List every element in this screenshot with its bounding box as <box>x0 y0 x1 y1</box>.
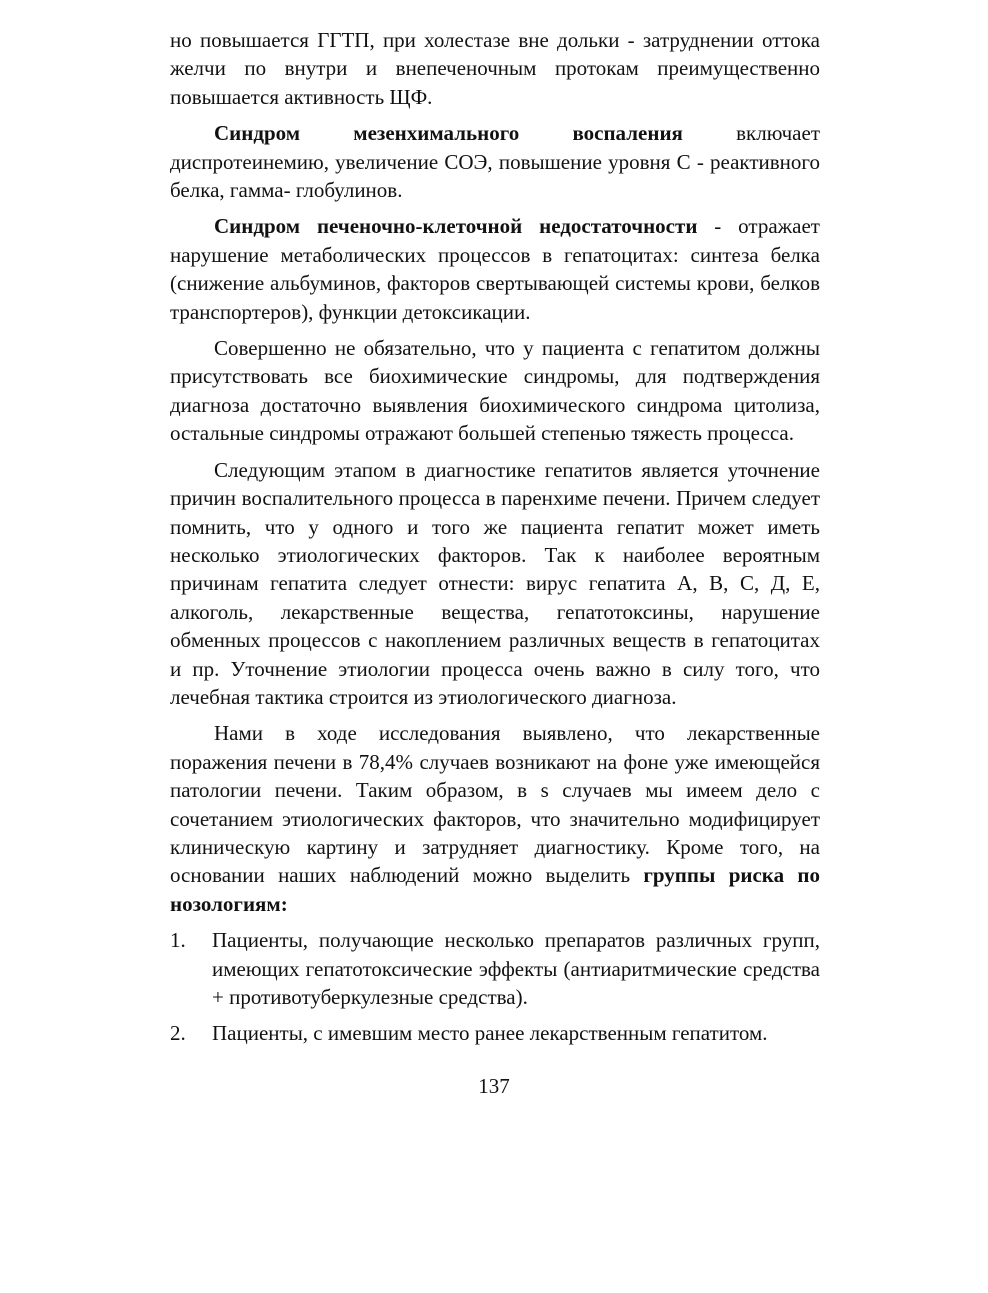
risk-groups-list <box>170 926 820 1048</box>
list-item-number: 2. <box>170 1021 186 1046</box>
page-number: 137 <box>478 1074 510 1098</box>
paragraph-4-text: Совершенно не обязательно, что у пациента с гепатитом должны присутствовать все биохимические синдромы, для подтверждения диагноза достаточно выявления биохимического синдрома цитолиза, остальные синдромы отражают большей степенью тяжесть процесса. <box>170 336 820 446</box>
paragraph-3 <box>170 212 820 326</box>
paragraph-3-text: - отражает нарушение метаболических процессов в гепатоцитах: синтеза белка (снижение альбуминов, факторов свертывающей системы крови, белков транспортеров), функции детоксикации. <box>170 214 820 324</box>
paragraph-1 <box>170 26 820 111</box>
paragraph-5 <box>170 456 820 712</box>
paragraph-4 <box>170 334 820 448</box>
page-body <box>170 26 820 1056</box>
paragraph-6-text: Нами в ходе исследования выявлено, что лекарственные поражения печени в 78,4% случаев возникают на фоне уже имеющейся патологии печени. Таким образом, в s случаев мы имеем дело с сочетанием этиологических факторов, что значительно модифицирует клиническую картину и затрудняет диагностику. Кроме того, на основании наших наблюдений можно выделить <box>170 721 820 888</box>
list-item <box>170 926 820 1011</box>
paragraph-1-text: но повышается ГГТП, при холестазе вне дольки - затруднении оттока желчи по внутри и внепеченочным протокам преимущественно повышается активность ЩФ. <box>170 28 820 109</box>
risk-groups-heading: группы риска по нозологиям: <box>170 863 820 916</box>
paragraph-5-text: Следующим этапом в диагностике гепатитов является уточнение причин воспалительного процесса в паренхиме печени. Причем следует помнить, что у одного и того же пациента гепатит может иметь несколько этиологических факторов. Так к наиболее вероятным причинам гепатита следует отнести: вирус гепатита А, В, С, Д, Е, алкоголь, лекарственные вещества, гепатотоксины, нарушение обменных процессов с накоплением различных веществ в гепатоцитах и пр. Уточнение этиологии процесса очень важно в силу того, что лечебная тактика строится из этиологического диагноза. <box>170 457 820 709</box>
paragraph-2 <box>170 119 820 204</box>
list-item-text: Пациенты, получающие несколько препаратов различных групп, имеющих гепатотоксические эффекты (антиаритмические средства + противотуберкулезные средства). <box>212 928 820 1009</box>
list-item <box>170 1019 820 1047</box>
paragraph-2-text: включает диспротеинемию, увеличение СОЭ, повышение уровня С - реактивного белка, гамма- глобулинов. <box>170 121 820 203</box>
list-item-number: 1. <box>170 928 186 953</box>
hepatocellular-insufficiency-heading: Синдром печеночно-клеточной недостаточности <box>214 214 698 239</box>
mesenchymal-inflammation-heading: Синдром мезенхимального воспаления <box>214 121 683 146</box>
list-item-text: Пациенты, с имевшим место ранее лекарственным гепатитом. <box>212 1021 768 1046</box>
paragraph-6 <box>170 719 820 918</box>
